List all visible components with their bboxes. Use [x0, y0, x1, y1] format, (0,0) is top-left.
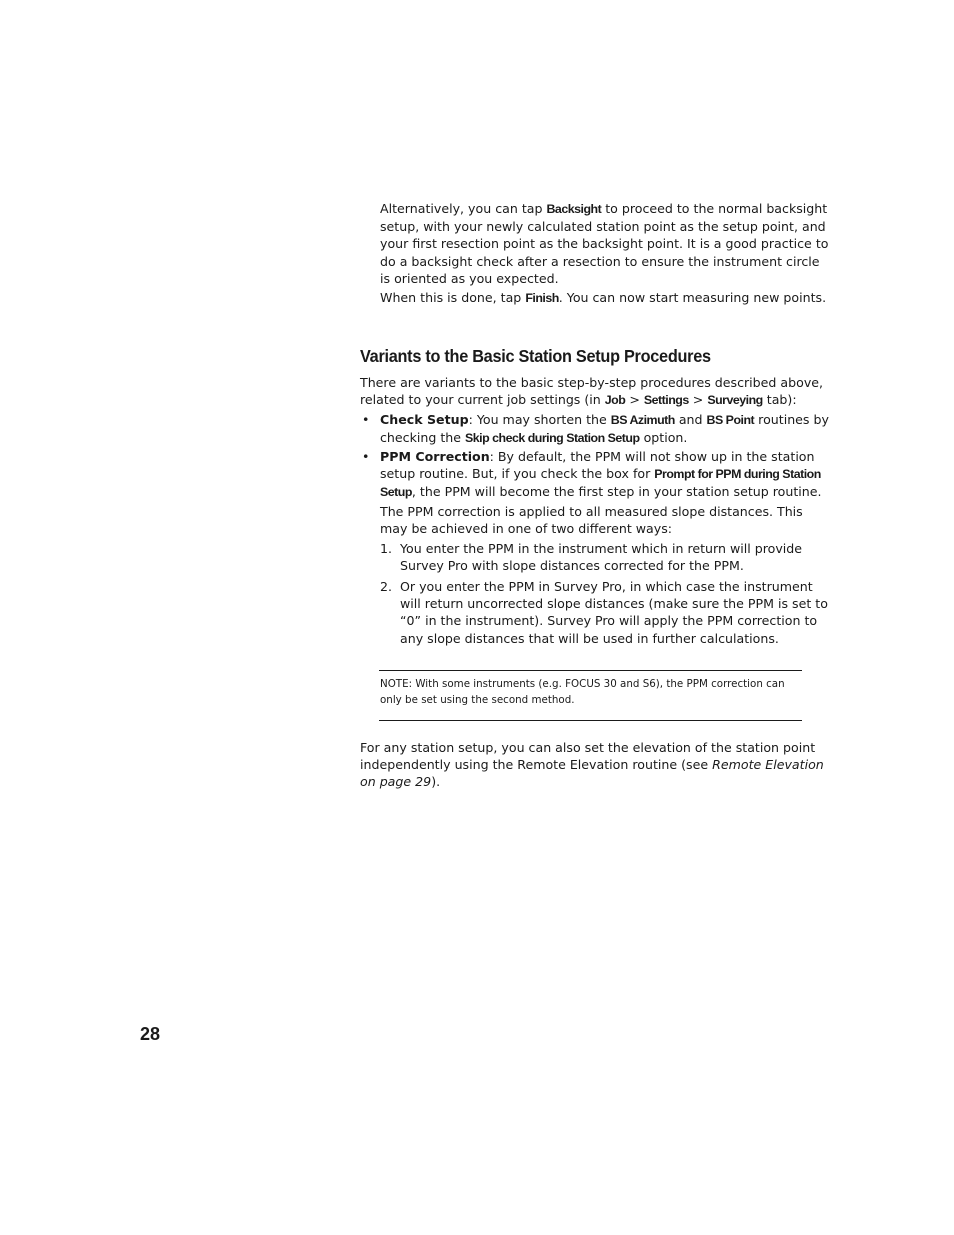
section-heading: Variants to the Basic Station Setup Procedures: [360, 346, 711, 366]
page-number: 28: [140, 1024, 161, 1044]
ppm-correction-bullet: PPM Correction: By default, the PPM will not show up in the station setup routine. But, if you check the box for Prompt for PPM during Station Setup, the PPM will become the first step in your station setup routine.: [380, 449, 822, 500]
cross-reference-link[interactable]: Remote Elevation on page 29: [360, 757, 824, 790]
note-bottom-rule: [379, 720, 802, 721]
step-number: 2.: [380, 579, 393, 594]
step-number: 1.: [380, 541, 393, 556]
bullet-marker: •: [362, 412, 370, 427]
bullet-marker: •: [362, 449, 370, 464]
finish-paragraph: When this is done, tap Finish. You can now start measuring new points.: [380, 290, 827, 305]
intro-paragraph: There are variants to the basic step-by-step procedures described above, related to your current job settings (in Job > Settings > Surveying tab):: [360, 375, 824, 408]
backsight-ui-term: Backsight: [546, 202, 602, 216]
finish-ui-term: Finish: [525, 291, 559, 305]
bs-point-ui-term: BS Point: [706, 413, 755, 427]
skip-check-ui-term: Skip check during Station Setup: [465, 431, 640, 446]
bs-azimuth-ui-term: BS Azimuth: [610, 413, 675, 427]
job-ui-term: Job: [604, 393, 626, 408]
settings-ui-term: Settings: [643, 393, 689, 408]
surveying-ui-term: Surveying: [707, 393, 763, 408]
note-top-rule: [379, 670, 802, 671]
closing-paragraph: For any station setup, you can also set the elevation of the station point independently using the Remote Elevation routine (see Remote Elevation on page 29).: [360, 740, 824, 790]
ppm-correction-term: PPM Correction: [380, 449, 490, 464]
step-item: You enter the PPM in the instrument which in return will provide Survey Pro with slope distances corrected for the PPM.: [400, 541, 803, 574]
prompt-ppm-ui-term: Prompt for PPM during Station Setup: [380, 467, 821, 500]
check-setup-term: Check Setup: [380, 412, 469, 427]
ppm-paragraph: The PPM correction is applied to all measured slope distances. This may be achieved in one of two different ways:: [380, 504, 803, 537]
backsight-paragraph: Alternatively, you can tap Backsight to proceed to the normal backsight setup, with your newly calculated station point as the setup point, and your first resection point as the backsight point. It is a good practice to do a backsight check after a resection to ensure the instrument circle is oriented as you expected.: [380, 201, 829, 286]
step-item: Or you enter the PPM in Survey Pro, in which case the instrument will return uncorrected slope distances (make sure the PPM is set to “0” in the instrument). Survey Pro will apply the PPM correction to any slope distances that will be used in further calculations.: [400, 579, 828, 646]
note-text: NOTE: With some instruments (e.g. FOCUS 30 and S6), the PPM correction can only be set using the second method.: [380, 678, 785, 706]
check-setup-bullet: Check Setup: You may shorten the BS Azimuth and BS Point routines by checking the Skip check during Station Setup option.: [380, 412, 829, 446]
